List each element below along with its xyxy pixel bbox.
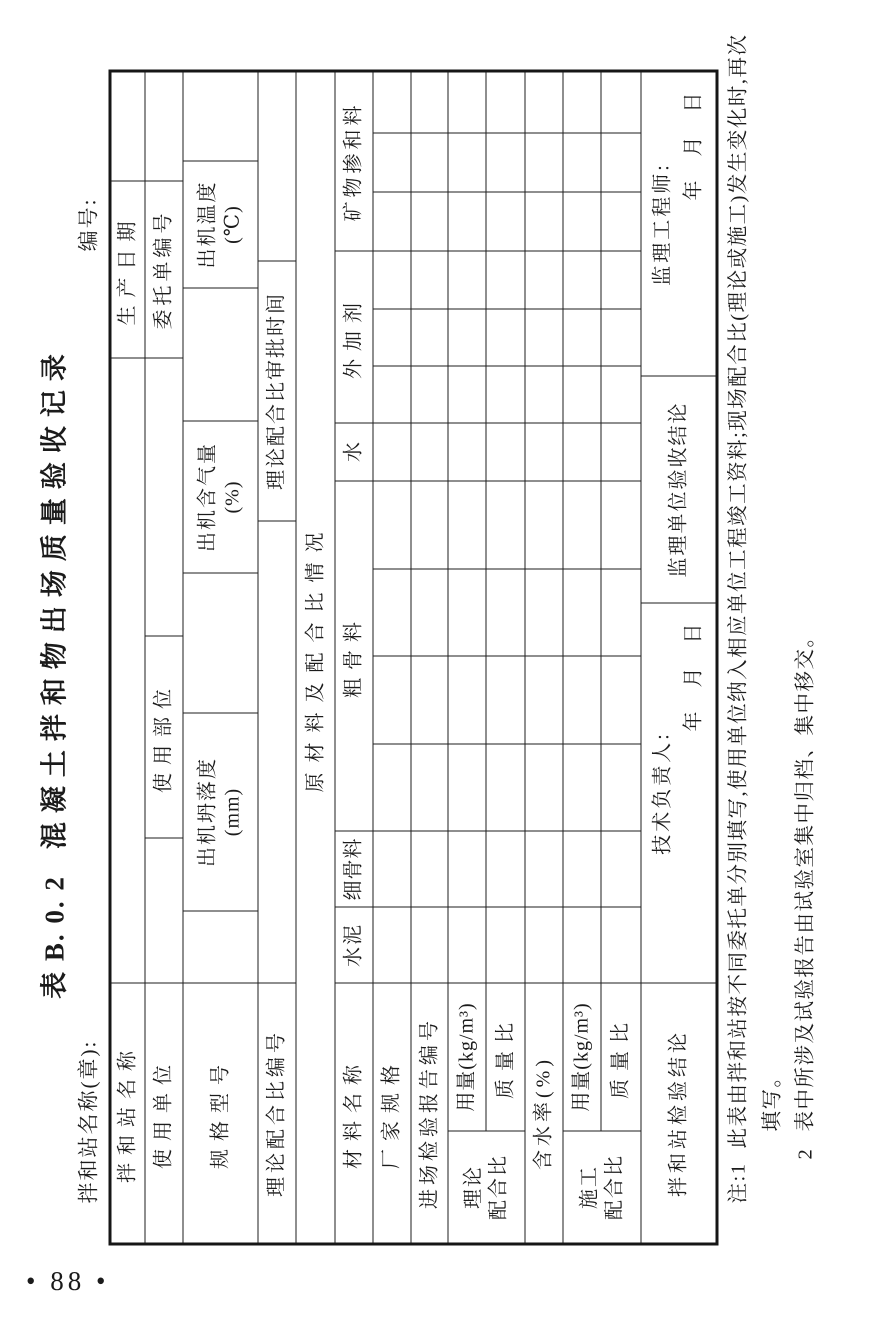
- production-date-label-cell: 生产日期: [111, 180, 145, 357]
- data-cell: [525, 250, 563, 308]
- group-label-line2: 配合比: [602, 1153, 625, 1220]
- data-cell: [448, 480, 486, 568]
- data-cell: [486, 655, 525, 743]
- data-cell: [525, 906, 563, 982]
- page-title: [32, 0, 71, 1343]
- data-cell: [411, 480, 448, 568]
- data-cell: [373, 480, 411, 568]
- using-part-value-cell: [145, 357, 183, 635]
- data-cell: [563, 422, 601, 480]
- data-cell: [601, 308, 641, 365]
- temperature-label-cell: [183, 160, 258, 287]
- data-cell: [411, 308, 448, 365]
- temperature-unit: (℃): [221, 204, 243, 244]
- data-cell: [601, 830, 641, 906]
- data-cell: [486, 906, 525, 982]
- table-row: [601, 72, 641, 1130]
- data-cell: [563, 906, 601, 982]
- material-mineral-additive-cell: 矿物掺和料: [335, 72, 373, 250]
- table-row: [448, 72, 486, 1130]
- data-cell: [411, 191, 448, 250]
- table-row: [258, 72, 296, 1242]
- data-cell: [486, 250, 525, 308]
- note-item-1: [722, 25, 789, 1203]
- temperature-value-cell: [183, 72, 258, 160]
- data-cell: [411, 568, 448, 655]
- data-cell: [373, 422, 411, 480]
- data-cell: [373, 365, 411, 422]
- table-row: [486, 72, 525, 1130]
- supervision-engineer-date-line: 年 月 日: [682, 90, 704, 200]
- data-cell: [448, 906, 486, 982]
- construction-mix-group-label-cell: [563, 1130, 641, 1242]
- group-label-line1: 施工: [577, 1164, 600, 1209]
- table-row: [111, 72, 145, 1242]
- data-cell: [373, 830, 411, 906]
- spec-model-label-cell: 规格型号: [183, 982, 258, 1242]
- supervision-engineer-label: 监理工程师:: [651, 161, 673, 286]
- material-name-label-cell: 材料名称: [335, 982, 373, 1242]
- data-cell: [601, 132, 641, 191]
- data-cell: [563, 568, 601, 655]
- air-content-value-cell: [183, 287, 258, 420]
- data-cell: [448, 568, 486, 655]
- data-cell: [411, 365, 448, 422]
- station-name-seal-label: 拌和站名称(章):: [76, 1039, 100, 1203]
- spec-model-value-cell: [183, 910, 258, 982]
- table-number: 表 B. 0. 2: [39, 874, 69, 999]
- technical-director-label: 技术负责人:: [651, 730, 673, 855]
- data-cell: [486, 191, 525, 250]
- note-item-2: [789, 25, 823, 1203]
- construction-mass-ratio-label-cell: 质量比: [601, 982, 641, 1130]
- data-cell: [601, 743, 641, 830]
- acceptance-record-table: [108, 69, 718, 1245]
- data-cell: [563, 655, 601, 743]
- form-header-line: [72, 197, 102, 1203]
- data-cell: [563, 830, 601, 906]
- note-1-text: 此表由拌和站按不同委托单分别填写,使用单位纳入相应单位工程竣工资料;现场配合比(理论或施工)发生变化时,再次填写。: [727, 32, 783, 1149]
- data-cell: [373, 308, 411, 365]
- supervision-engineer-signature-cell: [641, 72, 715, 375]
- data-cell: [563, 250, 601, 308]
- data-cell: [525, 72, 563, 132]
- using-unit-label-cell: 使用单位: [145, 982, 183, 1242]
- data-cell: [563, 308, 601, 365]
- technical-director-date-line: 年 月 日: [682, 621, 704, 731]
- table-row: [563, 72, 601, 1130]
- data-cell: [411, 743, 448, 830]
- note-2-number: 2: [794, 1147, 816, 1159]
- table-row: [183, 72, 258, 1242]
- serial-number-label: 编号:: [76, 197, 100, 251]
- data-cell: [486, 308, 525, 365]
- data-cell: [601, 365, 641, 422]
- group-label-line1: 理论: [462, 1164, 484, 1209]
- data-cell: [486, 480, 525, 568]
- material-fine-aggregate-cell: 细骨料: [335, 830, 373, 906]
- material-admixture-cell: 外加剂: [335, 250, 373, 422]
- slump-label-cell: [183, 712, 258, 910]
- group-rows: [563, 72, 641, 1130]
- table-row-group: [448, 72, 525, 1242]
- commission-number-value-cell: [145, 72, 183, 180]
- data-cell: [373, 743, 411, 830]
- theoretical-mix-group-label-cell: [448, 1130, 525, 1242]
- data-cell: [448, 72, 486, 132]
- data-cell: [448, 655, 486, 743]
- data-cell: [601, 191, 641, 250]
- data-cell: [448, 191, 486, 250]
- data-cell: [563, 743, 601, 830]
- slump-unit: (mm): [221, 787, 243, 836]
- mix-approval-time-value-cell: [258, 72, 296, 260]
- air-content-label: 出机含气量: [196, 441, 218, 552]
- data-cell: [525, 568, 563, 655]
- group-rows: [448, 72, 525, 1130]
- data-cell: [525, 655, 563, 743]
- data-cell: [525, 480, 563, 568]
- slump-label: 出机坍落度: [196, 756, 218, 867]
- data-cell: [563, 72, 601, 132]
- supervisor-conclusion-label-cell: 监理单位验收结论: [641, 375, 715, 602]
- table-row: [296, 72, 335, 1242]
- inspection-report-number-label-cell: 进场检验报告编号: [411, 982, 448, 1242]
- moisture-content-label-cell: 含水率(%): [525, 982, 563, 1242]
- group-label-line2: 配合比: [487, 1153, 509, 1220]
- materials-section-band: 原材料及配合比情况: [296, 72, 335, 1242]
- data-cell: [601, 906, 641, 982]
- data-cell: [601, 480, 641, 568]
- data-cell: [411, 250, 448, 308]
- air-content-unit: (%): [221, 480, 243, 513]
- data-cell: [601, 422, 641, 480]
- using-part-label-cell: 使用部位: [145, 635, 183, 837]
- manufacturer-spec-label-cell: 厂家规格: [373, 982, 411, 1242]
- data-cell: [563, 365, 601, 422]
- data-cell: [373, 250, 411, 308]
- temperature-label: 出机温度: [196, 180, 218, 268]
- note-2-text: 表中所涉及试验报告由试验室集中归档、集中移交。: [794, 625, 816, 1131]
- data-cell: [601, 655, 641, 743]
- data-cell: [448, 250, 486, 308]
- data-cell: [373, 191, 411, 250]
- theoretical-dosage-label-cell: 用量(kg/m³): [448, 982, 486, 1130]
- data-cell: [448, 308, 486, 365]
- mix-approval-time-label-cell: 理论配合比审批时间: [258, 260, 296, 520]
- data-cell: [448, 422, 486, 480]
- station-conclusion-label-cell: 拌和站检验结论: [641, 982, 715, 1242]
- table-row: [335, 72, 373, 1242]
- data-cell: [411, 422, 448, 480]
- production-date-value-cell: [111, 72, 145, 180]
- table-title-text: 混凝土拌和物出场质量验收记录: [39, 344, 69, 849]
- data-cell: [486, 72, 525, 132]
- data-cell: [563, 191, 601, 250]
- table-row: [525, 72, 563, 1242]
- data-cell: [525, 308, 563, 365]
- table-row: [145, 72, 183, 1242]
- data-cell: [411, 132, 448, 191]
- note-label: 注:1: [727, 1162, 749, 1203]
- table-row-group: [563, 72, 641, 1242]
- data-cell: [486, 132, 525, 191]
- data-cell: [525, 191, 563, 250]
- data-cell: [525, 365, 563, 422]
- data-cell: [486, 365, 525, 422]
- using-unit-value-cell: [145, 837, 183, 982]
- material-cement-cell: 水泥: [335, 906, 373, 982]
- table-row: [411, 72, 448, 1242]
- material-water-cell: 水: [335, 422, 373, 480]
- data-cell: [601, 72, 641, 132]
- data-cell: [373, 568, 411, 655]
- data-cell: [373, 906, 411, 982]
- table-row: [641, 72, 715, 1242]
- station-name-label-cell: 拌和站名称: [111, 982, 145, 1242]
- theoretical-mix-number-label-cell: 理论配合比编号: [258, 982, 296, 1242]
- data-cell: [525, 830, 563, 906]
- slump-value-cell: [183, 572, 258, 712]
- technical-director-signature-cell: [641, 602, 715, 982]
- data-cell: [486, 830, 525, 906]
- data-cell: [525, 422, 563, 480]
- data-cell: [601, 568, 641, 655]
- data-cell: [448, 830, 486, 906]
- material-coarse-aggregate-cell: 粗骨料: [335, 480, 373, 830]
- data-cell: [563, 132, 601, 191]
- data-cell: [486, 568, 525, 655]
- data-cell: [411, 906, 448, 982]
- data-cell: [448, 132, 486, 191]
- data-cell: [486, 422, 525, 480]
- station-name-value-cell: [111, 357, 145, 982]
- commission-number-label-cell: 委托单编号: [145, 180, 183, 357]
- data-cell: [411, 830, 448, 906]
- data-cell: [601, 250, 641, 308]
- theoretical-mass-ratio-label-cell: 质量比: [486, 982, 525, 1130]
- data-cell: [411, 655, 448, 743]
- table-row: [373, 72, 411, 1242]
- data-cell: [563, 480, 601, 568]
- data-cell: [411, 72, 448, 132]
- data-cell: [486, 743, 525, 830]
- data-cell: [525, 132, 563, 191]
- data-cell: [448, 365, 486, 422]
- data-cell: [373, 72, 411, 132]
- theoretical-mix-number-value-cell: [258, 520, 296, 982]
- page-number: • 88 •: [26, 1266, 110, 1296]
- footnotes: [722, 25, 823, 1203]
- air-content-label-cell: [183, 420, 258, 572]
- data-cell: [448, 743, 486, 830]
- data-cell: [373, 655, 411, 743]
- construction-dosage-label-cell: 用量(kg/m³): [563, 982, 601, 1130]
- data-cell: [373, 132, 411, 191]
- data-cell: [525, 743, 563, 830]
